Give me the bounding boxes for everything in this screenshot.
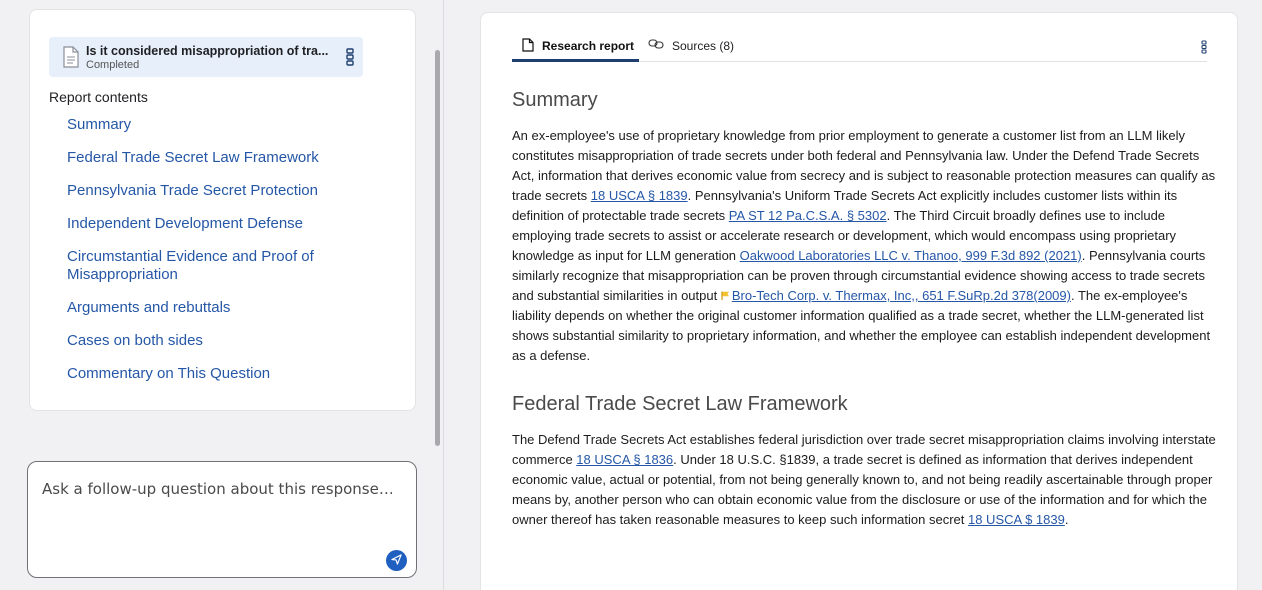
send-icon bbox=[391, 552, 402, 570]
pane-divider bbox=[443, 0, 444, 590]
yellow-flag-icon bbox=[721, 286, 730, 295]
summary-text-1: An ex-employee's use of proprietary knowledge from prior employment to generate a customer list from an LLM likely constitutes misappropriation of trade secrets under both federal and Pennsylvania law. Under the Defend Trade Secrets Act, information that derives economic value from secrecy and is subject to reasonable protection measures can qualify as trade secrets bbox=[512, 128, 1216, 203]
tab-research-report-label: Research report bbox=[542, 39, 635, 53]
tab-research-report[interactable] bbox=[512, 34, 639, 62]
toc-item-pennsylvania-protection[interactable]: Pennsylvania Trade Secret Protection bbox=[67, 182, 318, 199]
tab-sources-label: Sources (8) bbox=[672, 39, 735, 53]
report-status: Completed bbox=[86, 59, 140, 71]
report-chip[interactable] bbox=[49, 37, 363, 77]
follow-up-box bbox=[27, 461, 417, 578]
document-icon bbox=[522, 39, 542, 55]
report-contents-heading: Report contents bbox=[49, 89, 148, 105]
report-tabs bbox=[512, 34, 1207, 62]
report-options-icon[interactable] bbox=[1201, 40, 1207, 54]
federal-text-1: The Defend Trade Secrets Act establishes federal jurisdiction over trade secret misappropriation claims involving interstate commerce bbox=[512, 432, 1216, 467]
summary-text-4: . Pennsylvania courts similarly recognize that misappropriation can be proven through circumstantial evidence showing access to trade secrets and substantial similarities in output bbox=[512, 248, 1206, 303]
table-of-contents bbox=[67, 116, 367, 398]
toc-item-federal-framework[interactable]: Federal Trade Secret Law Framework bbox=[67, 149, 319, 166]
summary-text-5: . The ex-employee's liability depends on whether the original customer information qualified as a trade secret, whether the LLM-generated list shows substantial similarity to proprietary information, and whether the employee can establish independent development as a defense. bbox=[512, 288, 1211, 363]
report-title: Is it considered misappropriation of tra... bbox=[86, 44, 329, 58]
citation-link[interactable]: PA ST 12 Pa.C.S.A. § 5302 bbox=[728, 208, 887, 223]
report-menu-icon[interactable] bbox=[345, 48, 355, 66]
federal-text-3: . bbox=[1064, 512, 1069, 527]
report-contents-card bbox=[29, 9, 416, 411]
citation-link[interactable]: 18 USCA $ 1839 bbox=[967, 512, 1065, 527]
left-pane bbox=[0, 0, 443, 590]
document-icon bbox=[62, 46, 80, 68]
toc-item-commentary[interactable]: Commentary on This Question bbox=[67, 365, 271, 382]
federal-text-2: . Under 18 U.S.C. §1839, a trade secret is defined as information that derives independent economic value, actual or potential, from not being generally known to, and not being readily ascertainable through proper means by, another person who can obtain economic value from the disclosure or use of the information and for which the owner thereof has taken reasonable measures to keep such information secret bbox=[512, 452, 1213, 527]
toc-item-circumstantial-evidence[interactable]: Circumstantial Evidence and Proof of Misappropriation bbox=[67, 248, 314, 283]
summary-paragraph bbox=[512, 126, 1219, 366]
toc-item-independent-development[interactable]: Independent Development Defense bbox=[67, 215, 304, 232]
summary-text-2: . Pennsylvania's Uniform Trade Secrets Act explicitly includes customer lists within its definition of protectable trade secrets bbox=[512, 188, 1178, 223]
tab-sources[interactable] bbox=[648, 34, 734, 62]
link-icon bbox=[648, 39, 672, 53]
citation-link[interactable]: 18 USCA § 1836 bbox=[576, 452, 674, 467]
summary-heading: Summary bbox=[512, 89, 598, 111]
sidebar-scrollbar-thumb[interactable] bbox=[435, 50, 440, 446]
federal-heading: Federal Trade Secret Law Framework bbox=[512, 393, 848, 415]
send-button[interactable] bbox=[386, 550, 407, 571]
toc-item-summary[interactable]: Summary bbox=[67, 116, 132, 133]
federal-paragraph bbox=[512, 430, 1219, 530]
summary-text-3: . The Third Circuit broadly defines use to include employing trade secrets to assist or accelerate research or development, which would encompass using proprietary knowledge as input for LLM generation bbox=[512, 208, 1177, 263]
citation-link[interactable]: 18 USCA § 1839 bbox=[590, 188, 688, 203]
toc-item-cases[interactable]: Cases on both sides bbox=[67, 332, 203, 349]
toc-item-arguments[interactable]: Arguments and rebuttals bbox=[67, 299, 231, 316]
citation-link[interactable]: Bro-Tech Corp. v. Thermax, Inc,, 651 F.SuRp.2d 378(2009) bbox=[731, 288, 1071, 303]
citation-link[interactable]: Oakwood Laboratories LLC v. Thanoo, 999 F.3d 892 (2021) bbox=[739, 248, 1082, 263]
report-body bbox=[512, 89, 1219, 530]
follow-up-input[interactable] bbox=[42, 480, 392, 498]
research-report-card bbox=[480, 12, 1238, 590]
